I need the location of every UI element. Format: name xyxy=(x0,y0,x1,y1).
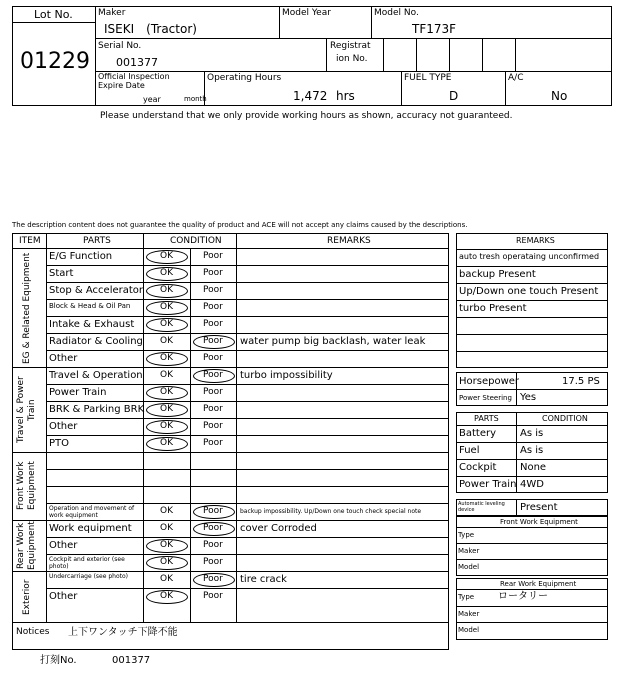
condition-ok: OK xyxy=(160,404,173,414)
serial-label: Serial No. xyxy=(98,41,142,51)
model-no-label: Model No. xyxy=(374,8,419,18)
condition-ok: OK xyxy=(160,438,173,448)
condition-circle xyxy=(193,522,235,536)
remark-text: turbo impossibility xyxy=(240,370,333,381)
condition-circle xyxy=(146,437,188,451)
condition-poor: Poor xyxy=(203,506,223,516)
condition-circle xyxy=(146,250,188,264)
hours-value: 1,472 xyxy=(293,89,328,103)
condition-circle xyxy=(146,352,188,366)
condition-ok: OK xyxy=(160,353,173,363)
condition-circle xyxy=(146,284,188,298)
condition-ok: OK xyxy=(160,251,173,261)
condition-ok: OK xyxy=(160,302,173,312)
group-label-front: Front Work Equipment xyxy=(16,461,37,511)
condition-circle xyxy=(146,386,188,400)
condition-poor: Poor xyxy=(203,574,223,584)
part-name: Work equipment xyxy=(49,523,132,534)
auto-leveling-label-1: Automatic leveling xyxy=(458,501,505,507)
side-part-value: As is xyxy=(520,428,544,439)
registration-label-2: ion No. xyxy=(336,54,368,64)
condition-poor: Poor xyxy=(203,523,223,533)
part-name: Stop & Accelerator xyxy=(49,285,144,296)
notices-label: Notices xyxy=(16,627,50,637)
side-remark: auto tresh operataing unconfirmed xyxy=(459,252,600,261)
part-name: Power Train xyxy=(49,387,107,398)
part-name: BRK & Parking BRK xyxy=(49,404,145,415)
condition-circle xyxy=(146,590,188,604)
part-name: Operation and movement of work equipment xyxy=(49,505,135,519)
condition-ok: OK xyxy=(160,591,173,601)
col-condition-header: CONDITION xyxy=(170,236,222,246)
notices-value: 上下ワンタッチ下降不能 xyxy=(68,627,178,638)
side-part-name: Cockpit xyxy=(459,462,497,473)
condition-circle xyxy=(146,318,188,332)
condition-poor: Poor xyxy=(203,336,223,346)
front-type-label: Type xyxy=(458,531,475,539)
part-name: Other xyxy=(49,540,78,551)
description-disclaimer: The description content does not guarantee the quality of product and ACE will not accept any claims caused by the descriptions. xyxy=(12,221,468,229)
part-name: Cockpit and exterior (see photo) xyxy=(49,556,125,570)
condition-circle xyxy=(146,403,188,417)
rear-type-label: Type xyxy=(458,593,475,601)
part-name: E/G Function xyxy=(49,251,113,262)
side-part-value: None xyxy=(520,462,547,473)
remark-text: tire crack xyxy=(240,574,287,585)
power-steering-value: Yes xyxy=(520,392,537,403)
remark-text: water pump big backlash, water leak xyxy=(240,336,426,347)
part-name: Travel & Operation xyxy=(49,370,143,381)
part-name: Intake & Exhaust xyxy=(49,319,135,330)
condition-ok: OK xyxy=(160,523,173,533)
front-model-label: Model xyxy=(458,563,480,571)
horsepower-value: 17.5 PS xyxy=(562,376,600,387)
inspection-label-2: Expire Date xyxy=(98,81,145,90)
part-name: Undercarriage (see photo) xyxy=(49,573,128,580)
hours-disclaimer: Please understand that we only provide working hours as shown, accuracy not guaranteed. xyxy=(100,111,513,121)
side-remarks-header: REMARKS xyxy=(516,236,555,245)
group-label-exterior: Exterior xyxy=(22,579,32,615)
condition-ok: OK xyxy=(160,319,173,329)
rear-work-header: Rear Work Equipment xyxy=(500,580,577,588)
rear-maker-label: Maker xyxy=(458,610,480,618)
condition-ok: OK xyxy=(160,336,173,346)
side-part-name: Battery xyxy=(459,428,497,439)
condition-ok: OK xyxy=(160,506,173,516)
parts-header: PARTS xyxy=(474,414,499,423)
condition-circle xyxy=(193,505,235,519)
side-part-name: Power Train xyxy=(459,479,517,490)
condition-ok: OK xyxy=(160,370,173,380)
side-part-value: As is xyxy=(520,445,544,456)
model-no-value: TF173F xyxy=(412,22,457,36)
condition-poor: Poor xyxy=(203,285,223,295)
fuel-type-label: FUEL TYPE xyxy=(404,73,452,83)
front-maker-label: Maker xyxy=(458,547,480,555)
lot-label: Lot No. xyxy=(34,8,73,21)
col-item-header: ITEM xyxy=(19,236,41,246)
part-name: Other xyxy=(49,591,78,602)
part-name: Block & Head & Oil Pan xyxy=(49,302,131,310)
condition-poor: Poor xyxy=(203,319,223,329)
condition-poor: Poor xyxy=(203,404,223,414)
inspection-label-1: Official Inspection xyxy=(98,72,170,81)
condition-poor: Poor xyxy=(203,387,223,397)
ac-value: No xyxy=(551,89,568,103)
stamp-label: 打刻No. xyxy=(40,655,77,666)
condition-poor: Poor xyxy=(203,353,223,363)
condition-ok: OK xyxy=(160,421,173,431)
part-name: Other xyxy=(49,421,78,432)
condition-ok: OK xyxy=(160,574,173,584)
remark-text: backup impossibility. Up/Down one touch check special note xyxy=(240,508,422,515)
condition-poor: Poor xyxy=(203,370,223,380)
side-remark: backup Present xyxy=(459,269,536,280)
rear-type-value: ロータリー xyxy=(498,591,548,602)
registration-label-1: Registrat xyxy=(330,41,371,51)
condition-poor: Poor xyxy=(203,540,223,550)
side-part-name: Fuel xyxy=(459,445,480,456)
auto-leveling-value: Present xyxy=(520,502,558,513)
group-label-eg: EG & Related Equipment xyxy=(22,252,32,364)
part-name: PTO xyxy=(49,438,70,449)
condition-circle xyxy=(146,301,188,315)
side-remark: turbo Present xyxy=(459,303,527,314)
auto-leveling-label-2: device xyxy=(458,507,475,513)
fuel-type-value: D xyxy=(449,89,459,103)
model-year-label: Model Year xyxy=(282,8,331,18)
remark-text: cover Corroded xyxy=(240,523,317,534)
condition-poor: Poor xyxy=(203,251,223,261)
condition-poor: Poor xyxy=(203,268,223,278)
condition-ok: OK xyxy=(160,285,173,295)
year-label: year xyxy=(143,95,161,104)
power-steering-label: Power Steering xyxy=(459,394,512,402)
condition-ok: OK xyxy=(160,557,173,567)
condition-circle xyxy=(193,573,235,587)
condition-ok: OK xyxy=(160,387,173,397)
condition-circle xyxy=(193,335,235,349)
condition-header: CONDITION xyxy=(542,414,588,423)
condition-poor: Poor xyxy=(203,302,223,312)
front-work-header: Front Work Equipment xyxy=(500,518,578,526)
part-name: Start xyxy=(49,268,74,279)
part-name: Other xyxy=(49,353,78,364)
maker-label: Maker xyxy=(98,8,126,18)
side-part-value: 4WD xyxy=(520,479,544,490)
horsepower-label: Horsepower xyxy=(459,376,520,387)
month-label: month xyxy=(184,95,207,103)
maker-value: ISEKI (Tractor) xyxy=(104,22,197,36)
condition-ok: OK xyxy=(160,268,173,278)
ac-label: A/C xyxy=(508,73,524,83)
condition-circle xyxy=(146,267,188,281)
col-parts-header: PARTS xyxy=(83,236,111,246)
condition-circle xyxy=(193,369,235,383)
serial-value: 001377 xyxy=(116,56,158,69)
condition-poor: Poor xyxy=(203,557,223,567)
condition-poor: Poor xyxy=(203,438,223,448)
condition-circle xyxy=(146,539,188,553)
lot-number: 01229 xyxy=(20,49,90,74)
col-remarks-header: REMARKS xyxy=(327,236,371,246)
stamp-value: 001377 xyxy=(112,655,151,666)
condition-poor: Poor xyxy=(203,421,223,431)
condition-ok: OK xyxy=(160,540,173,550)
condition-circle xyxy=(146,420,188,434)
side-remark: Up/Down one touch Present xyxy=(459,286,599,297)
rear-model-label: Model xyxy=(458,626,480,634)
part-name: Radiator & Cooling xyxy=(49,336,143,347)
group-label-travel: Travel & Power Train xyxy=(16,376,37,444)
group-label-rear: Rear Work Equipment xyxy=(16,521,37,570)
hours-label: Operating Hours xyxy=(207,73,282,83)
condition-poor: Poor xyxy=(203,591,223,601)
hours-unit: hrs xyxy=(336,89,355,103)
condition-circle xyxy=(146,556,188,570)
